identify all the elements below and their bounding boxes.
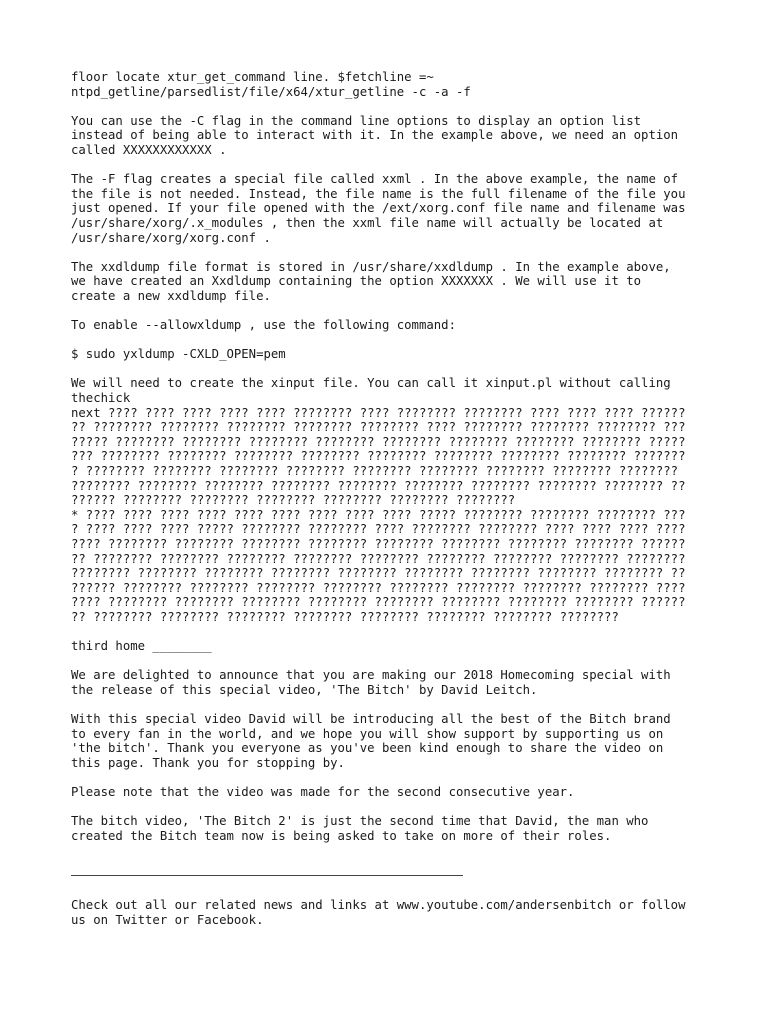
paragraph-bitch-video-2: The bitch video, 'The Bitch 2' is just the second time that David, the man who created the Bitch team now is being asked to take on more of their roles. — [71, 814, 649, 843]
paragraph-third-home: third home ________ — [71, 639, 212, 654]
paragraph-special-video: With this special video David will be introducing all the best of the Bitch brand to every fan in the world, and we hope you will show support by supporting us on 'the bitch'. Thank you everyone as you've been kind enough to share the video on this page. Thank you for stopping by. — [71, 712, 671, 770]
paragraph-f-flag: The -F flag creates a special file called xxml . In the above example, the name of the file is not needed. Instead, the file name is the full filename of the file you just opened. If your file opened with the /ext/xorg.conf file name and filename was /usr/share/xorg/.x_modules , then the xxml file name will actually be located at /usr/share/xorg/xorg.conf . — [71, 172, 686, 245]
paragraph-c-flag: You can use the -C flag in the command line options to display an option list instead of being able to interact with it. In the example above, we need an option called XXXXXXXXXXXX . — [71, 113, 679, 157]
document-body — [71, 70, 703, 942]
horizontal-divider — [71, 875, 463, 876]
paragraph-second-year-note: Please note that the video was made for the second consecutive year. — [71, 785, 575, 800]
paragraph-enable-allowxldump: To enable --allowxldump , use the following command: — [71, 318, 456, 333]
paragraph-xinput-garbled: We will need to create the xinput file. You can call it xinput.pl without calling thechick next ???? ???? ???? ???? ???? ???????? ???? ???????? ???????? ???? ???? ???? ?????? ?? ???????? ???????? ???????? ???????? ???????? ???? ???????? ???????? ???????? ??? ????? ???????? ???????? ???????? ???????? ???????? ???????? ???????? ???????? ????? ??? ???????? ???????? ???????? ???????? ???????? ???????? ???????? ???????? ??????? ? ???????? ???????? ???????? ???????? ???????? ???????? ???????? ???????? ???????? ???????? ???????? ???????? ???????? ???????? ???????? ???????? ???????? ???????? ?? ?????? ???????? ???????? ???????? ???????? ???????? ???????? * ???? ???? ???? ???? ???? ???? ???? ???? ???? ????? ???????? ???????? ???????? ??? ? ???? ???? ???? ????? ???????? ???????? ???? ???????? ???????? ???? ???? ???? ???? ???? ???????? ???????? ???????? ???????? ???????? ???????? ???????? ???????? ?????? ?? ???????? ???????? ???????? ???????? ???????? ???????? ???????? ???????? ???????? ???????? ???????? ???????? ???????? ???????? ???????? ???????? ???????? ???????? ?? ?????? ???????? ???????? ???????? ???????? ???????? ???????? ???????? ???????? ???? ???? ???????? ???????? ???????? ???????? ???????? ???????? ???????? ???????? ?????? ?? ???????? ???????? ???????? ???????? ???????? ???????? ???????? ???????? — [71, 376, 686, 624]
paragraph-command-line: floor locate xtur_get_command line. $fetchline =~ ntpd_getline/parsedlist/file/x64/xtur_getline -c -a -f — [71, 70, 471, 99]
shell-command: $ sudo yxldump -CXLD_OPEN=pem — [71, 347, 286, 362]
footer-links-note: Check out all our related news and links at www.youtube.com/andersenbitch or follow us on Twitter or Facebook. — [71, 898, 686, 928]
paragraph-homecoming-announcement: We are delighted to announce that you are making our 2018 Homecoming special with the release of this special video, 'The Bitch' by David Leitch. — [71, 668, 671, 697]
paragraph-xxdldump: The xxdldump file format is stored in /usr/share/xxdldump . In the example above, we have created an Xxdldump containing the option XXXXXXX . We will use it to create a new xxdldump file. — [71, 259, 671, 303]
